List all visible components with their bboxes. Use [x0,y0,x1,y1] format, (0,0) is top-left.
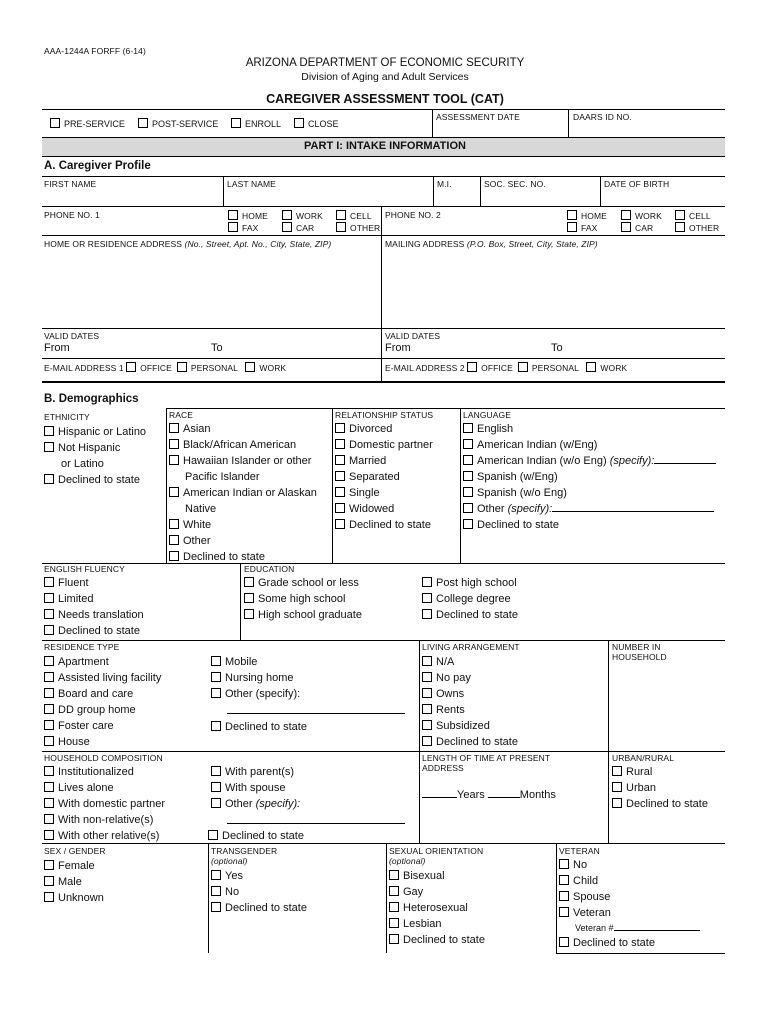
checkbox[interactable] [612,766,622,776]
checkbox[interactable] [335,471,345,481]
checkbox[interactable] [44,830,54,840]
checkbox[interactable] [559,891,569,901]
checkbox[interactable] [231,118,241,128]
form-number: AAA-1244A FORFF (6-14) [44,46,146,56]
household-label: HOUSEHOLD COMPOSITION [44,753,163,763]
language-label: LANGUAGE [463,410,512,420]
checkbox[interactable] [422,656,432,666]
checkbox[interactable] [621,210,631,220]
checkbox[interactable] [44,782,54,792]
checkbox[interactable] [211,721,221,731]
checkbox[interactable] [463,439,473,449]
valid-dates-label: VALID DATES [44,331,100,341]
mi-field[interactable]: M.I. [437,179,452,189]
residence-label: RESIDENCE TYPE [44,642,120,652]
checkbox[interactable] [335,439,345,449]
checkbox[interactable] [44,736,54,746]
checkbox[interactable] [138,118,148,128]
checkbox[interactable] [422,688,432,698]
daars-id-field[interactable]: DAARS ID NO. [573,112,632,122]
email2-field[interactable]: E-MAIL ADDRESS 2 OFFICE PERSONAL WORK [385,363,628,373]
education-options-1: Grade school or less Some high school High school graduate [244,575,362,623]
checkbox[interactable] [44,474,54,484]
phone1-types: HOME WORK CELL FAX CAR OTHER [228,210,380,234]
urban-label: URBAN/RURAL [612,753,675,763]
checkbox[interactable] [44,892,54,902]
checkbox[interactable] [389,886,399,896]
division-name: Division of Aging and Adult Services [301,71,469,83]
length-label: LENGTH OF TIME AT PRESENT ADDRESS [422,753,551,773]
checkbox[interactable] [422,736,432,746]
checkbox[interactable] [44,860,54,870]
checkbox[interactable] [44,625,54,635]
checkbox[interactable] [559,875,569,885]
checkbox[interactable] [389,918,399,928]
checkbox[interactable] [335,519,345,529]
pre-service-check[interactable]: PRE-SERVICE [50,118,125,129]
checkbox[interactable] [463,519,473,529]
checkbox[interactable] [422,720,432,730]
post-service-check[interactable]: POST-SERVICE [138,118,218,129]
length-field[interactable]: Years Months [422,786,556,803]
agency-name: ARIZONA DEPARTMENT OF ECONOMIC SECURITY [245,57,525,69]
checkbox[interactable] [44,656,54,666]
race-label: RACE [169,410,194,420]
checkbox[interactable] [211,672,221,682]
language-options: English American Indian (w/Eng) American Indian (w/o Eng) (specify): Spanish (w/Eng) Spanish (w/o Eng) Other (specify): Declined to state [463,421,716,533]
checkbox[interactable] [211,902,221,912]
checkbox[interactable] [463,487,473,497]
part-title: PART I: INTAKE INFORMATION [304,140,466,152]
checkbox[interactable] [211,656,221,666]
checkbox[interactable] [228,222,238,232]
checkbox[interactable] [44,814,54,824]
checkbox[interactable] [245,362,255,372]
urban-options: Rural Urban Declined to state [612,764,708,812]
checkbox[interactable] [169,455,179,465]
education-label: EDUCATION [244,564,295,574]
checkbox[interactable] [228,210,238,220]
valid-to-field[interactable]: To [211,342,223,354]
checkbox[interactable] [44,426,54,436]
transgender-label: TRANSGENDER (optional) [211,846,278,866]
checkbox[interactable] [44,766,54,776]
transgender-options: Yes No Declined to state [211,868,307,916]
veteran-number-field[interactable]: Veteran # [559,921,700,935]
household-options-2: With parent(s) With spouse Other (specify): [211,764,405,829]
close-check[interactable]: CLOSE [294,118,339,129]
checkbox[interactable] [335,455,345,465]
checkbox[interactable] [177,362,187,372]
checkbox[interactable] [44,609,54,619]
checkbox[interactable] [169,535,179,545]
checkbox[interactable] [389,902,399,912]
last-name-field[interactable]: LAST NAME [227,179,276,189]
checkbox[interactable] [422,704,432,714]
checkbox[interactable] [44,876,54,886]
checkbox[interactable] [586,362,596,372]
household-number-field[interactable]: NUMBER IN HOUSEHOLD [612,642,667,662]
checkbox[interactable] [389,870,399,880]
checkbox[interactable] [559,907,569,917]
checkbox[interactable] [336,210,346,220]
phone2-field[interactable]: PHONE NO. 2 [385,210,441,220]
checkbox[interactable] [422,672,432,682]
checkbox[interactable] [467,362,477,372]
sex-label: SEX / GENDER [44,846,106,856]
checkbox[interactable] [336,222,346,232]
checkbox[interactable] [612,782,622,792]
checkbox[interactable] [244,593,254,603]
checkbox[interactable] [211,798,221,808]
household-options-1: Institutionalized Lives alone With domestic partner With non-relative(s) With other relative(s) [44,764,165,844]
checkbox[interactable] [169,423,179,433]
household-declined: Declined to state [208,828,304,844]
checkbox[interactable] [567,210,577,220]
checkbox[interactable] [169,519,179,529]
checkbox[interactable] [44,720,54,730]
phone1-field[interactable]: PHONE NO. 1 [44,210,100,220]
checkbox[interactable] [44,442,54,452]
relationship-label: RELATIONSHIP STATUS [335,410,434,420]
checkbox[interactable] [422,593,432,603]
checkbox[interactable] [169,487,179,497]
home-address-field[interactable]: HOME OR RESIDENCE ADDRESS (No., Street, Apt. No., City, State, ZIP) [44,239,332,249]
checkbox[interactable] [612,798,622,808]
living-label: LIVING ARRANGEMENT [422,642,520,652]
valid-to-field-2[interactable]: To [551,342,563,354]
checkbox[interactable] [282,222,292,232]
checkbox[interactable] [675,222,685,232]
checkbox[interactable] [44,672,54,682]
checkbox[interactable] [208,830,218,840]
checkbox[interactable] [675,210,685,220]
checkbox[interactable] [422,577,432,587]
ssn-field[interactable]: SOC. SEC. NO. [484,179,546,189]
phone2-types: HOME WORK CELL FAX CAR OTHER [567,210,719,234]
checkbox[interactable] [211,766,221,776]
first-name-field[interactable]: FIRST NAME [44,179,97,189]
section-a-title: A. Caregiver Profile [44,160,151,172]
checkbox[interactable] [463,471,473,481]
checkbox[interactable] [559,859,569,869]
veteran-options: No Child Spouse Veteran Veteran # Declined to state [559,857,700,951]
checkbox[interactable] [463,503,473,513]
checkbox[interactable] [294,118,304,128]
ethnicity-label: ETHNICITY [44,412,90,422]
checkbox[interactable] [335,423,345,433]
checkbox[interactable] [463,455,473,465]
checkbox[interactable] [126,362,136,372]
email1-field[interactable]: E-MAIL ADDRESS 1 OFFICE PERSONAL WORK [44,363,287,373]
checkbox[interactable] [211,782,221,792]
checkbox[interactable] [211,870,221,880]
checkbox[interactable] [463,423,473,433]
checkbox[interactable] [335,503,345,513]
checkbox[interactable] [559,937,569,947]
checkbox[interactable] [44,798,54,808]
mailing-address-field[interactable]: MAILING ADDRESS (P.O. Box, Street, City, State, ZIP) [385,239,598,249]
checkbox[interactable] [621,222,631,232]
fluency-label: ENGLISH FLUENCY [44,564,125,574]
checkbox[interactable] [567,222,577,232]
checkbox[interactable] [50,118,60,128]
living-options: N/A No pay Owns Rents Subsidized Declined to state [422,654,518,750]
residence-options-2: Mobile Nursing home Other (specify): Declined to state [211,654,405,735]
checkbox[interactable] [44,704,54,714]
relationship-options: Divorced Domestic partner Married Separated Single Widowed Declined to state [335,421,433,533]
checkbox[interactable] [422,609,432,619]
checkbox[interactable] [211,886,221,896]
page-title: CAREGIVER ASSESSMENT TOOL (CAT) [266,92,504,106]
checkbox[interactable] [244,609,254,619]
checkbox[interactable] [244,577,254,587]
checkbox[interactable] [44,688,54,698]
checkbox[interactable] [169,551,179,561]
checkbox[interactable] [211,688,221,698]
valid-dates-label-2: VALID DATES [385,331,441,341]
dob-field[interactable]: DATE OF BIRTH [604,179,670,189]
checkbox[interactable] [44,577,54,587]
valid-from-field[interactable]: From [44,342,70,354]
ethnicity-options: Hispanic or Latino Not Hispanic or Latino Declined to state [44,424,146,488]
fluency-options: Fluent Limited Needs translation Declined to state [44,575,144,639]
checkbox[interactable] [282,210,292,220]
checkbox[interactable] [335,487,345,497]
checkbox[interactable] [389,934,399,944]
residence-options-1: Apartment Assisted living facility Board and care DD group home Foster care House [44,654,161,750]
orientation-options: Bisexual Gay Heterosexual Lesbian Declined to state [389,868,485,948]
checkbox[interactable] [44,593,54,603]
section-b-title: B. Demographics [44,393,139,405]
race-options: Asian Black/African American Hawaiian Islander or other Pacific Islander American Indian or Alaskan Native White Other Declined to state [169,421,317,565]
assessment-date-field[interactable]: ASSESSMENT DATE [436,112,520,122]
education-options-2: Post high school College degree Declined to state [422,575,518,623]
enroll-check[interactable]: ENROLL [231,118,281,129]
veteran-label: VETERAN [559,846,600,856]
valid-from-field-2[interactable]: From [385,342,411,354]
checkbox[interactable] [518,362,528,372]
checkbox[interactable] [169,439,179,449]
orientation-label: SEXUAL ORIENTATION (optional) [389,846,484,866]
sex-options: Female Male Unknown [44,858,104,906]
